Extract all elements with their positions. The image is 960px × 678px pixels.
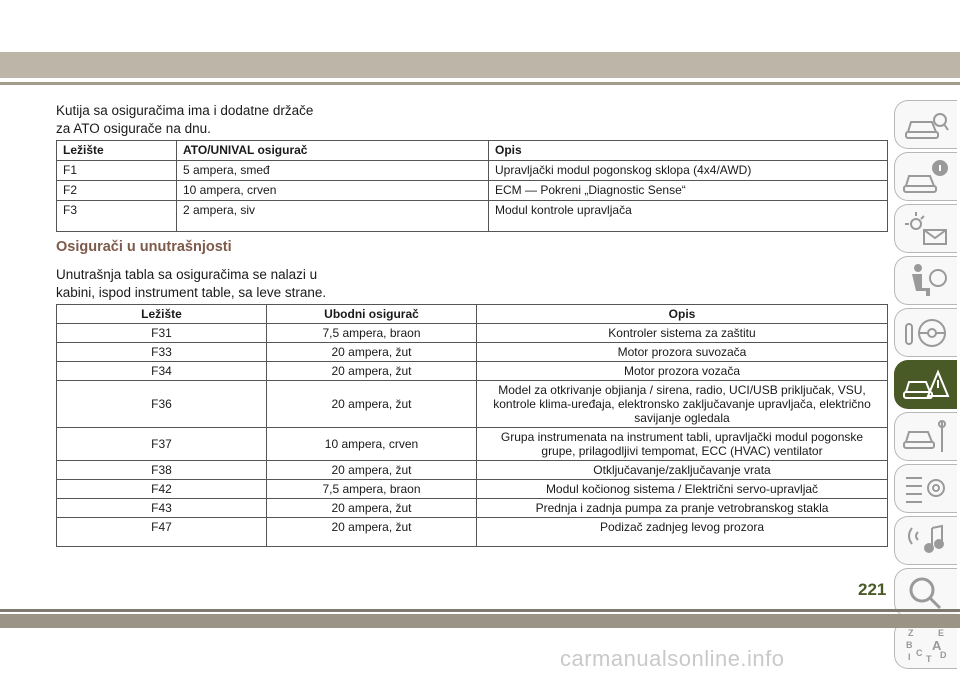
- bottom-banner: [0, 614, 960, 628]
- header-location: Ležište: [57, 305, 267, 324]
- table-row: [57, 181, 888, 201]
- alphabet-index-icon: [902, 626, 950, 664]
- top-divider: [0, 82, 960, 85]
- index-letter: C: [916, 647, 923, 658]
- cell-description: Kontroler sistema za zaštitu: [477, 324, 888, 343]
- cell-fuse: 20 ampera, žut: [267, 461, 477, 480]
- cell-location: F3: [57, 201, 177, 232]
- cell-location: F38: [57, 461, 267, 480]
- car-service-icon: [902, 418, 950, 456]
- table-row: [57, 343, 888, 362]
- interior-fuse-table: [56, 304, 888, 547]
- intro-text: [56, 102, 313, 138]
- cell-fuse: 10 ampera, crven: [177, 181, 489, 201]
- tab-servicing[interactable]: [894, 412, 957, 461]
- ato-fuse-table: [56, 140, 888, 232]
- cell-description: Modul kočionog sistema / Električni servo-upravljač: [477, 480, 888, 499]
- section-text: [56, 266, 326, 302]
- tab-multimedia[interactable]: [894, 516, 957, 565]
- cell-description: Modul kontrole upravljača: [489, 201, 888, 232]
- table-row: [57, 480, 888, 499]
- index-letter: E: [938, 627, 945, 638]
- cell-fuse: 20 ampera, žut: [267, 362, 477, 381]
- cell-description: Prednja i zadnja pumpa za pranje vetrobranskog stakla: [477, 499, 888, 518]
- cell-description: Motor prozora suvozača: [477, 343, 888, 362]
- intro-line-1: Kutija sa osiguračima ima i dodatne držače: [56, 103, 314, 118]
- table-row: [57, 324, 888, 343]
- cell-location: F42: [57, 480, 267, 499]
- top-banner: [0, 52, 960, 78]
- table-row: [57, 461, 888, 480]
- cell-location: F43: [57, 499, 267, 518]
- index-letter: Z: [908, 627, 914, 638]
- intro-line-2: za ATO osigurače na dnu.: [56, 121, 211, 136]
- tab-car-search[interactable]: [894, 100, 957, 149]
- car-info-icon: [902, 158, 950, 196]
- cell-location: F33: [57, 343, 267, 362]
- multimedia-icon: [902, 522, 950, 560]
- tab-safety[interactable]: [894, 256, 957, 305]
- table-header-row: [57, 141, 888, 161]
- table-row: [57, 499, 888, 518]
- table-row: [57, 518, 888, 547]
- index-letter: A: [932, 637, 942, 653]
- cell-description: ECM — Pokreni „Diagnostic Sense“: [489, 181, 888, 201]
- cell-location: F2: [57, 181, 177, 201]
- watermark: carmanualsonline.info: [560, 646, 785, 671]
- cell-fuse: 20 ampera, žut: [267, 518, 477, 547]
- airbag-seat-icon: [902, 262, 950, 300]
- header-fuse: Ubodni osigurač: [267, 305, 477, 324]
- table-row: [57, 161, 888, 181]
- cell-description: Model za otkrivanje objianja / sirena, radio, UCI/USB priključak, VSU, kontrole klima-uređaja, elektronsko zaključavanje upravljača, električno savijanje ogledala: [477, 381, 888, 428]
- table-header-row: [57, 305, 888, 324]
- magnifier-icon: [902, 574, 950, 612]
- cell-fuse: 20 ampera, žut: [267, 499, 477, 518]
- index-letter: D: [940, 649, 947, 660]
- chapter-tabs: [892, 100, 960, 672]
- tab-car-info[interactable]: [894, 152, 957, 201]
- bottom-divider: [0, 609, 960, 612]
- cell-location: F36: [57, 381, 267, 428]
- car-hazard-icon: [902, 366, 950, 404]
- cell-fuse: 20 ampera, žut: [267, 343, 477, 362]
- warning-light-message-icon: [902, 210, 950, 248]
- cell-location: F34: [57, 362, 267, 381]
- table-row: [57, 362, 888, 381]
- cell-fuse: 7,5 ampera, braon: [267, 324, 477, 343]
- cell-fuse: 20 ampera, žut: [267, 381, 477, 428]
- cell-fuse: 10 ampera, crven: [267, 428, 477, 461]
- table-row: [57, 381, 888, 428]
- cell-location: F37: [57, 428, 267, 461]
- cell-description: Upravljački modul pogonskog sklopa (4x4/AWD): [489, 161, 888, 181]
- section-title: Osigurači u unutrašnjosti: [56, 239, 232, 255]
- cell-fuse: 7,5 ampera, braon: [267, 480, 477, 499]
- specifications-gear-icon: [902, 470, 950, 508]
- tab-starting-driving[interactable]: [894, 308, 957, 357]
- cell-description: Grupa instrumenata na instrument tabli, upravljački modul pogonske grupe, prilagodljivi tempomat, ECC (HVAC) ventilator: [477, 428, 888, 461]
- index-letter: I: [908, 651, 911, 662]
- cell-location: F47: [57, 518, 267, 547]
- cell-description: Podizač zadnjeg levog prozora: [477, 518, 888, 547]
- cell-location: F31: [57, 324, 267, 343]
- cell-description: Otključavanje/zaključavanje vrata: [477, 461, 888, 480]
- header-description: Opis: [477, 305, 888, 324]
- cell-fuse: 2 ampera, siv: [177, 201, 489, 232]
- tab-specifications[interactable]: [894, 464, 957, 513]
- section-line-2: kabini, ispod instrument table, sa leve strane.: [56, 285, 327, 300]
- section-line-1: Unutrašnja tabla sa osiguračima se nalazi u: [56, 267, 318, 282]
- index-letter: B: [906, 639, 913, 650]
- cell-fuse: 5 ampera, smeđ: [177, 161, 489, 181]
- steering-wheel-icon: [902, 314, 950, 352]
- tab-emergency[interactable]: [894, 360, 957, 409]
- table-row: [57, 428, 888, 461]
- cell-description: Motor prozora vozača: [477, 362, 888, 381]
- car-search-icon: [902, 106, 950, 144]
- page-number: 221: [858, 580, 887, 599]
- header-fuse: ATO/UNIVAL osigurač: [177, 141, 489, 161]
- header-location: Ležište: [57, 141, 177, 161]
- index-letter: T: [926, 653, 932, 664]
- header-description: Opis: [489, 141, 888, 161]
- cell-location: F1: [57, 161, 177, 181]
- tab-warning-lights[interactable]: [894, 204, 957, 253]
- table-row: [57, 201, 888, 232]
